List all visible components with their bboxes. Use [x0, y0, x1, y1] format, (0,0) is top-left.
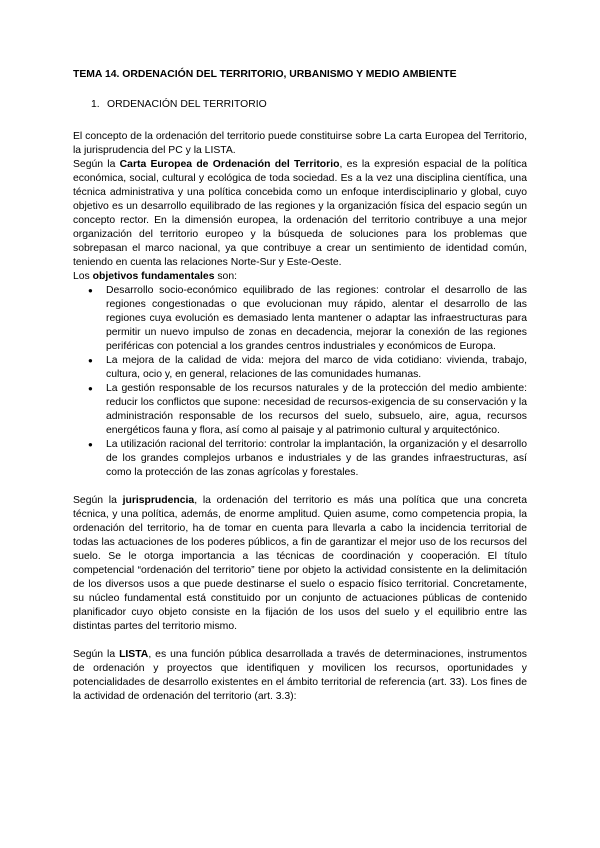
spacer	[73, 480, 527, 494]
section-number: 1.	[91, 99, 100, 110]
jurisprudencia-paragraph	[73, 494, 527, 634]
lista-lead: Según la	[73, 649, 120, 660]
list-item	[88, 382, 527, 438]
section-heading-text: ORDENACIÓN DEL TERRITORIO	[107, 99, 267, 110]
section-heading	[73, 98, 527, 112]
bullet-icon: ●	[88, 440, 93, 449]
carta-lead: Según la	[73, 159, 120, 170]
list-item-text: La utilización racional del territorio: controlar la implantación, la organización y el desarrollo de los grandes complejos urbanos e industriales y de las grandes infraestructuras, así como la protección de las zonas agrícolas y forestales.	[106, 439, 527, 478]
bullet-icon: ●	[88, 356, 93, 365]
objectives-bold: objetivos fundamentales	[92, 271, 215, 282]
bullet-icon: ●	[88, 384, 93, 393]
list-item	[88, 438, 527, 480]
objectives-lead: Los	[73, 271, 93, 282]
list-item-text: La mejora de la calidad de vida: mejora del marco de vida cotidiano: vivienda, trabajo, cultura, ocio y, en general, relaciones de las comunidades humanas.	[106, 355, 527, 380]
list-item	[88, 354, 527, 382]
carta-rest: , es la expresión espacial de la política económica, social, cultural y ecológica de toda sociedad. Es a la vez una disciplina científica, una técnica administrativa y una política concebida como un enfoque interdisciplinario y global, cuyo objetivo es un desarrollo equilibrado de las regiones y la organización física del espacio según un concepto rector. En la dimensión europea, la ordenación del territorio contribuye a una mejor organización del territorio europeo y la búsqueda de soluciones para los problemas que sobrepasan el marco nacional, ya que contribuye a crear un sentimiento de identidad común, teniendo en cuenta las relaciones Norte-Sur y Este-Oeste.	[73, 159, 527, 268]
document-page	[73, 68, 527, 704]
objectives-rest: son:	[214, 271, 237, 282]
list-item-text: La gestión responsable de los recursos naturales y de la protección del medio ambiente: reducir los conflictos que supone: necesidad de recursos-exigencia de su conservación y la administración responsable de los recursos del suelo, subsuelo, aire, agua, recursos energéticos fauna y flora, así como al paisaje y al patrimonio cultural y arquitectónico.	[106, 383, 527, 436]
carta-paragraph	[73, 158, 527, 270]
objectives-intro	[73, 270, 527, 284]
list-item-text: Desarrollo socio-económico equilibrado de las regiones: controlar el desarrollo de las regiones congestionadas o que evolucionan muy rápido, alentar el desarrollo de las regiones cuya evolución es demasiado lenta mantener o adaptar las infraestructuras para permitir un nuevo impulso de zonas en decadencia, mejorar la conexión de las regiones periféricas con potencial a los grandes centros industriales y económicos de Europa.	[106, 285, 527, 352]
objectives-list	[73, 284, 527, 480]
lista-rest: , es una función pública desarrollada a través de determinaciones, instrumentos de ordenación y proyectos que identifiquen y movilicen los recursos, oportunidades y potencialidades de desarrollo existentes en el ámbito territorial de referencia (art. 33). Los fines de la actividad de ordenación del territorio (art. 3.3):	[73, 649, 527, 702]
bullet-icon: ●	[88, 286, 93, 295]
spacer	[73, 634, 527, 648]
page-title: TEMA 14. ORDENACIÓN DEL TERRITORIO, URBANISMO Y MEDIO AMBIENTE	[73, 69, 457, 80]
lista-paragraph	[73, 648, 527, 704]
jurisprudencia-rest: , la ordenación del territorio es más una política que una concreta técnica, y una política, además, de enorme amplitud. Quien asume, como competencia propia, la ordenación del territorio, ha de tomar en cuenta para llevarla a cabo la incidencia territorial de todas las actuaciones de los poderes públicos, a fin de garantizar el mejor uso de los recursos del suelo. Se le otorga importancia a las técnicas de coordinación y cooperación. El título competencial “ordenación del territorio” tiene por objeto la actividad consistente en la delimitación de los diversos usos a que puede destinarse el suelo o espacio físico territorial. Concretamente, su núcleo fundamental está constituido por un conjunto de actuaciones públicas de contenido planificador cuyo objeto consiste en la fijación de los usos del suelo y el equilibrio entre las distintas partes del territorio mismo.	[73, 495, 527, 632]
jurisprudencia-bold: jurisprudencia	[122, 495, 195, 506]
carta-bold: Carta Europea de Ordenación del Territorio	[119, 159, 340, 170]
intro-paragraph: El concepto de la ordenación del territorio puede constituirse sobre La carta Europea del Territorio, la jurisprudencia del PC y la LISTA.	[73, 131, 527, 156]
jurisprudencia-lead: Según la	[73, 495, 123, 506]
lista-bold: LISTA	[119, 649, 149, 660]
list-item	[88, 284, 527, 354]
